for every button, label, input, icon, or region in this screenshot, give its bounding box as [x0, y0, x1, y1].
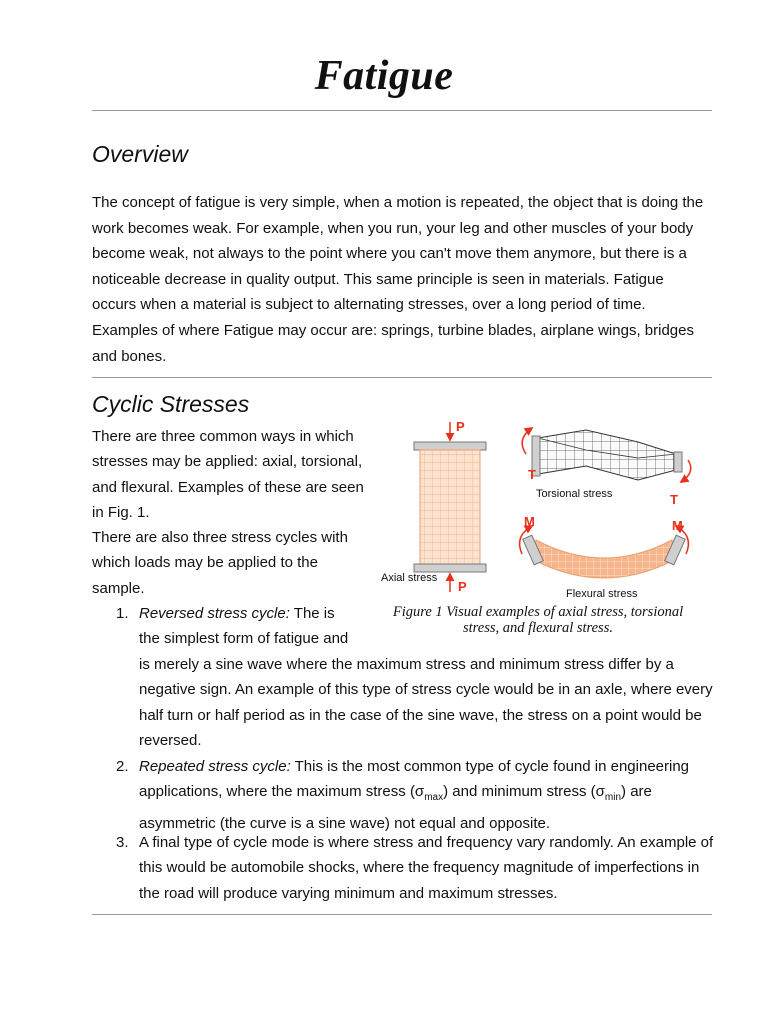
list-term: Reversed stress cycle: [139, 605, 290, 622]
list-text: This is the most common type of cycle found in engineering applications, where the maximum stress (σ [139, 758, 690, 801]
list-item-text [139, 754, 714, 836]
divider [92, 110, 712, 111]
list-number: 3. [116, 834, 129, 851]
torsional-stress-diagram [522, 428, 691, 507]
list-item-text: A final type of cycle mode is where stress and frequency vary randomly. An example of this would be automobile shocks, where the frequency magnitude of imperfections in the road will produce varying minimum and maximum stresses. [139, 834, 714, 902]
cyclic-heading: Cyclic Stresses [92, 391, 250, 417]
divider [92, 377, 712, 378]
label-m-right: M [672, 518, 683, 533]
list-term: Repeated stress cycle: [139, 758, 291, 775]
label-p-bottom: P [458, 579, 467, 594]
list-item-lead [139, 601, 369, 652]
label-flexural: Flexural stress [566, 588, 638, 600]
divider [92, 914, 712, 915]
figure-caption: Figure 1 Visual examples of axial stress, torsional stress, and flexural stress. [392, 604, 684, 636]
sigma-min-subscript: min [604, 792, 622, 804]
list-text: The is [293, 605, 335, 622]
cyclic-intro: There are three common ways in which stresses may be applied: axial, torsional, and flexural. Examples of these are seen in Fig. 1. [92, 428, 364, 521]
list-text: ) are asymmetric (the curve is a sine wave) not equal and opposite. [139, 783, 652, 832]
flexural-stress-diagram [520, 514, 689, 600]
page-title: Fatigue [314, 53, 454, 99]
label-p-top: P [456, 419, 465, 434]
label-axial: Axial stress [381, 572, 438, 584]
overview-heading: Overview [92, 141, 188, 167]
list-item-text: is merely a sine wave where the maximum stress and minimum stress differ by a negative sign. An example of this type of stress cycle would be in an axle, where every half turn or half period as in the case of the sine wave, the stress on a point would be reversed. [139, 656, 713, 749]
overview-paragraph: The concept of fatigue is very simple, when a motion is repeated, the object that is doing the work becomes weak. For example, when you run, your leg and other muscles of your body become weak, not always to the point where you can't move them anymore, but there is a noticeable decrease in quality output. This same principle is seen in materials. Fatigue occurs when a material is subject to alternating stresses, over a long period of time. Examples of where Fatigue may occur are: springs, turbine blades, airplane wings, bridges and bones. [92, 194, 704, 365]
axial-stress-diagram [381, 419, 486, 594]
list-number: 2. [116, 758, 129, 775]
label-torsional: Torsional stress [536, 488, 613, 500]
stress-diagram [376, 414, 706, 602]
list-text: ) and minimum stress (σ [443, 783, 605, 801]
list-number: 1. [116, 605, 129, 622]
sigma-max-subscript: max [424, 792, 444, 804]
cyclic-intro-2: There are also three stress cycles with which loads may be applied to the sample. [92, 529, 348, 597]
label-t-left: T [528, 467, 536, 482]
label-m-left: M [524, 514, 535, 529]
stress-figure [376, 414, 706, 607]
list-text: the simplest form of fatigue and [139, 630, 349, 648]
label-t-right: T [670, 492, 678, 507]
